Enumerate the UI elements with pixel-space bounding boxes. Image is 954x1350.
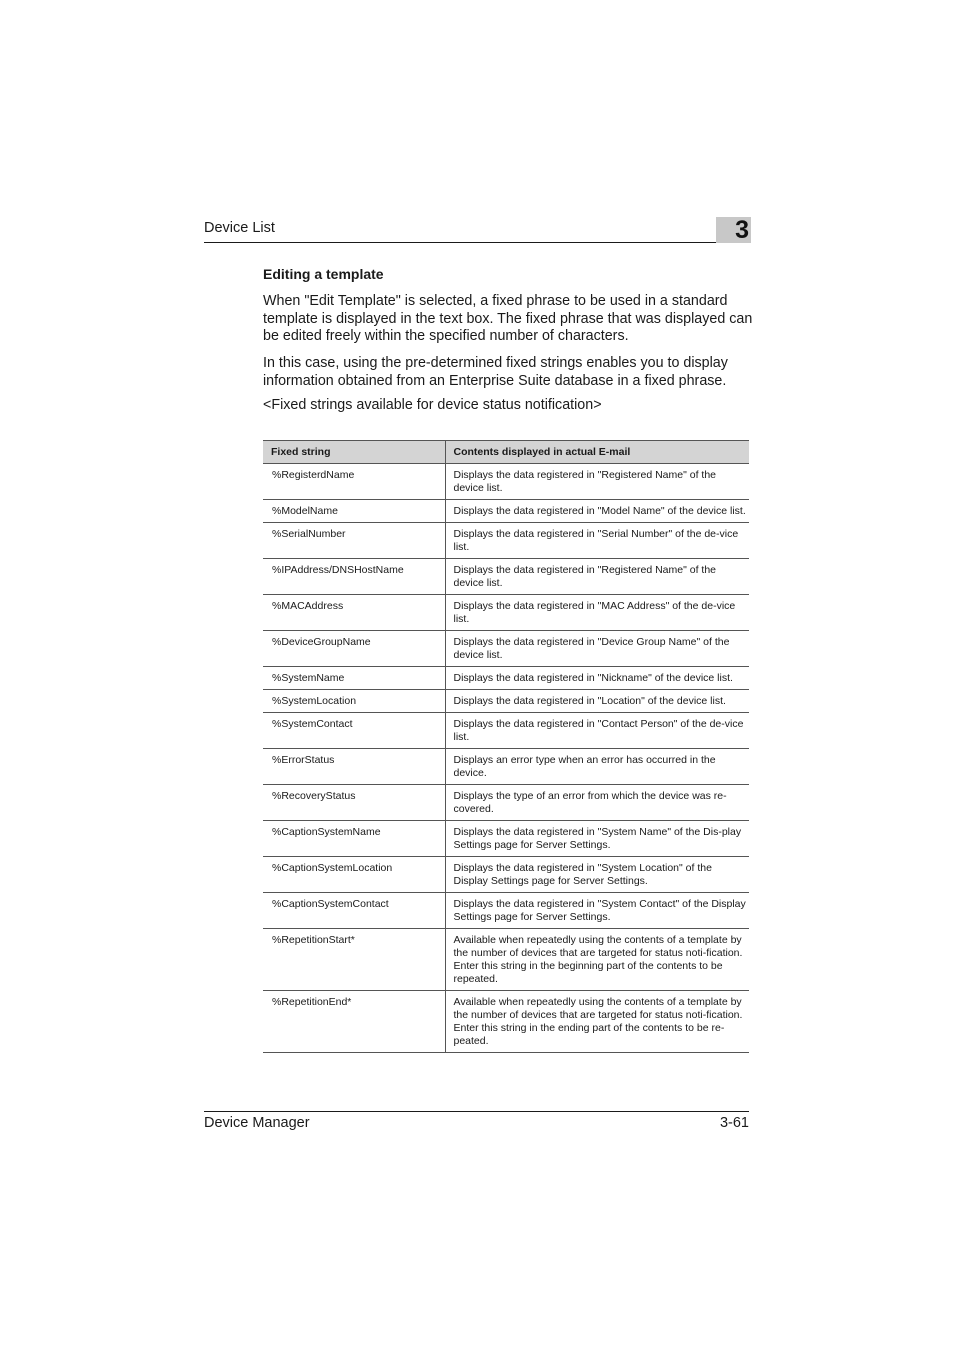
fixed-string-cell: %RepetitionStart* xyxy=(263,929,445,991)
fixed-string-cell: %SystemLocation xyxy=(263,690,445,713)
fixed-string-cell: %RecoveryStatus xyxy=(263,785,445,821)
fixed-string-cell: %CaptionSystemLocation xyxy=(263,857,445,893)
fixed-strings-table xyxy=(263,440,749,1053)
table-row xyxy=(263,595,749,631)
chapter-tab xyxy=(716,217,751,243)
page-number: 3-61 xyxy=(719,1115,749,1131)
description-cell: Displays the data registered in "Model Name" of the device list. xyxy=(445,500,749,523)
column-header-contents: Contents displayed in actual E-mail xyxy=(445,441,749,464)
description-cell: Displays an error type when an error has occurred in the device. xyxy=(445,749,749,785)
description-cell: Displays the data registered in "System Location" of the Display Settings page for Server Settings. xyxy=(445,857,749,893)
description-cell: Displays the data registered in "Device Group Name" of the device list. xyxy=(445,631,749,667)
fixed-string-cell: %ErrorStatus xyxy=(263,749,445,785)
table-row xyxy=(263,749,749,785)
column-header-fixed-string: Fixed string xyxy=(263,441,445,464)
description-cell: Displays the data registered in "System Contact" of the Display Settings page for Server Settings. xyxy=(445,893,749,929)
fixed-strings-paragraph: In this case, using the pre-determined fixed strings enables you to display information obtained from an Enterprise Suite database in a fixed phrase. xyxy=(263,355,728,389)
table-body xyxy=(263,464,749,1053)
table-row xyxy=(263,929,749,991)
intro-paragraph: When "Edit Template" is selected, a fixed phrase to be used in a standard template is displayed in the text box. The fixed phrase that was displayed can be edited freely within the specified number of characters. xyxy=(263,293,753,344)
description-cell: Displays the data registered in "System Name" of the Dis-play Settings page for Server Settings. xyxy=(445,821,749,857)
fixed-string-cell: %RegisterdName xyxy=(263,464,445,500)
page-header xyxy=(204,216,749,244)
table-row xyxy=(263,821,749,857)
description-cell: Displays the data registered in "Serial Number" of the de-vice list. xyxy=(445,523,749,559)
fixed-string-cell: %CaptionSystemName xyxy=(263,821,445,857)
fixed-string-cell: %IPAddress/DNSHostName xyxy=(263,559,445,595)
table-row xyxy=(263,713,749,749)
table-row xyxy=(263,690,749,713)
description-cell: Displays the data registered in "Registered Name" of the device list. xyxy=(445,464,749,500)
fixed-string-cell: %SystemName xyxy=(263,667,445,690)
description-cell: Available when repeatedly using the contents of a template by the number of devices that are targeted for status noti-fication. Enter this string in the beginning part of the contents to be repeated. xyxy=(445,929,749,991)
fixed-string-cell: %CaptionSystemContact xyxy=(263,893,445,929)
header-title: Device List xyxy=(204,220,275,236)
section-title: Editing a template xyxy=(263,266,384,282)
description-cell: Displays the data registered in "Nickname" of the device list. xyxy=(445,667,749,690)
table-row xyxy=(263,631,749,667)
table-row xyxy=(263,464,749,500)
fixed-string-cell: %RepetitionEnd* xyxy=(263,991,445,1053)
table-row xyxy=(263,500,749,523)
table-caption: <Fixed strings available for device status notification> xyxy=(263,397,602,413)
table-row xyxy=(263,991,749,1053)
table-row xyxy=(263,667,749,690)
table-row xyxy=(263,559,749,595)
description-cell: Displays the data registered in "MAC Address" of the de-vice list. xyxy=(445,595,749,631)
fixed-string-cell: %DeviceGroupName xyxy=(263,631,445,667)
description-cell: Displays the data registered in "Registered Name" of the device list. xyxy=(445,559,749,595)
table-header-row xyxy=(263,441,749,464)
description-cell: Displays the data registered in "Location" of the device list. xyxy=(445,690,749,713)
page-footer xyxy=(204,1111,749,1131)
chapter-number: 3 xyxy=(735,216,749,244)
table-row xyxy=(263,785,749,821)
table-row xyxy=(263,523,749,559)
footer-product: Device Manager xyxy=(204,1115,310,1131)
fixed-string-cell: %SerialNumber xyxy=(263,523,445,559)
fixed-string-cell: %MACAddress xyxy=(263,595,445,631)
fixed-string-cell: %SystemContact xyxy=(263,713,445,749)
table-row xyxy=(263,857,749,893)
table-row xyxy=(263,893,749,929)
fixed-string-cell: %ModelName xyxy=(263,500,445,523)
description-cell: Available when repeatedly using the contents of a template by the number of devices that are targeted for status noti-fication. Enter this string in the ending part of the contents to be re-peated. xyxy=(445,991,749,1053)
description-cell: Displays the data registered in "Contact Person" of the de-vice list. xyxy=(445,713,749,749)
description-cell: Displays the type of an error from which the device was re-covered. xyxy=(445,785,749,821)
